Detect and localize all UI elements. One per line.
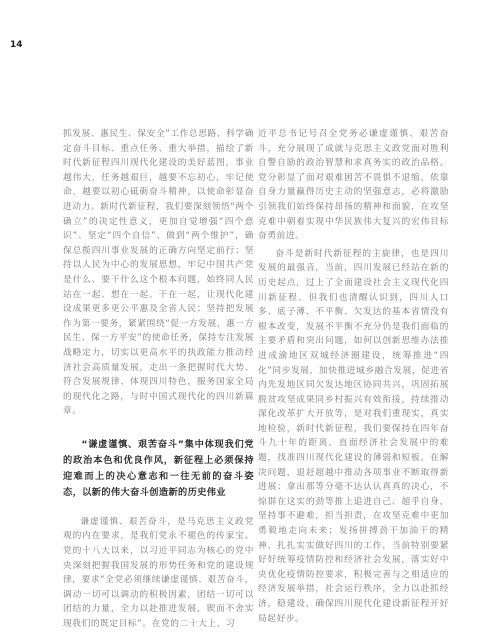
right-column [258,127,449,626]
left-column [63,127,254,632]
page-number: 14 [10,40,23,50]
section-heading: “谦虚谨慎、艰苦奋斗”集中体现我们党的政治本色和优良作风，新征程上必须保持迎难而上的决心意志和一往无前的奋斗姿态，以新的伟大奋斗创造新的历史伟业 [63,438,254,498]
body-paragraph: 近平总书记号召全党务必谦虚谨慎、艰苦奋斗，充分展现了成就与克思主义政党面对胜利自警自励的政治智慧和求真务实的政治品格。党分彰显了面对艰难困苦不畏惧不退缩，依靠自身力量赢得历史主动的坚强意志，必将激励引领我们始终保持昂扬的精神和面貌，在攻坚克难中朝着实现中华民族伟大复兴的宏伟目标奋勇前进。 [258,129,449,242]
body-paragraph: 抓发展、惠民生、保安全”工作总思路，科学确定奋斗目标、重点任务、重大举措，描绘了新时代新征程四川现代化建设的美好蓝图，事业越伟大，任务越艰巨，越要不忘初心，牢记使命，越要以初心砥砺奋斗精神，以使命彰显奋进动力。新时代新征程，我们要深刻领悟“两个确立”的决定性意义，更加自觉增强“四个意识”、坚定“四个自信”、做到“两个维护”，确保总揽四川事业发展的正确方向坚定前行；坚持以人民为中心的发展思想，牢记中国共产党是什么、要干什么这个根本问题，始终同人民站在一起、想在一起、干在一起，让现代化建设成果更多更公平惠及全省人民；坚持把发展作为第一要务，紧紧围绕“促一方发展，惠一方民生、保一方平安”的使命任务，保持专注发展战略定力，切实以更高水平的执政能力推动经济社会高质量发展，走出一条把握时代大势、符合发展规律、体现四川特色，服务国家全局的现代化之路，与时中国式现代化的四川新篇章。 [63,129,254,417]
body-paragraph: 奋斗是新时代新征程的主旋律，也是四川发展的最强音，当前，四川发展已经站在新的历史起点，过上了全面建设社会主义现代化四川新征程。但我们也清醒认识到，四川人口多、底子薄、不平衡、欠发达的基本省情没有根本改变，发展不平衡不充分仍是我们面临的主要矛盾和突出问题，如何以创新思维办法推进成渝地区双城经济圈建设，统筹推进“四化”同步发展，加快推进城乡融合发展，促进省内先发地区同欠发达地区协同共兴，巩固拓展脱贫攻坚成果同乡村振兴有效衔接，持续推动深化改革扩大开放等，是对我们重现实，真实地检验，新时代新征程，我们要保持在四年奋斗九十年的距离，直面经济社会发展中的难题，找准四川现代化建设的薄弱和短板，在解决问题，退赶超越中推动各项事业不断取得新进展；拿出那等分毫不达认认真真的决心，不惊群在这实的劲等推上追进自己、超乎自身，坚持事不避难，担当担责，在攻坚克难中更加勇毅地走向未来；发扬拼搏劲干加油干的精神，扎扎实实做好四川的工作，当前特别要紧好好统筹疫情防控和经济社会发展，落实好中央优化疫情防控要求，积极完善与之相适应的经济发展举措，社会运行秩序，全力以赴抓经济，稳建设，确保四川现代化建设新征程开好局起好步。 [258,248,449,624]
body-paragraph: 谦虚谨慎、艰苦奋斗，是马克思主义政党观的内在要求，是我们党永不褪色的传家宝。党的十八大以来，以习近平同志为核心的党中央深刻把握我国发展的形势任务和党的建设规律，要求“全党必须继续谦虚谨慎、艰苦奋斗，调动一切可以调动的积极因素，团结一切可以团结的力量，全力以赴推进发展，锲而不舍实现我们的既定目标”。在党的二十大上，习 [63,516,254,630]
